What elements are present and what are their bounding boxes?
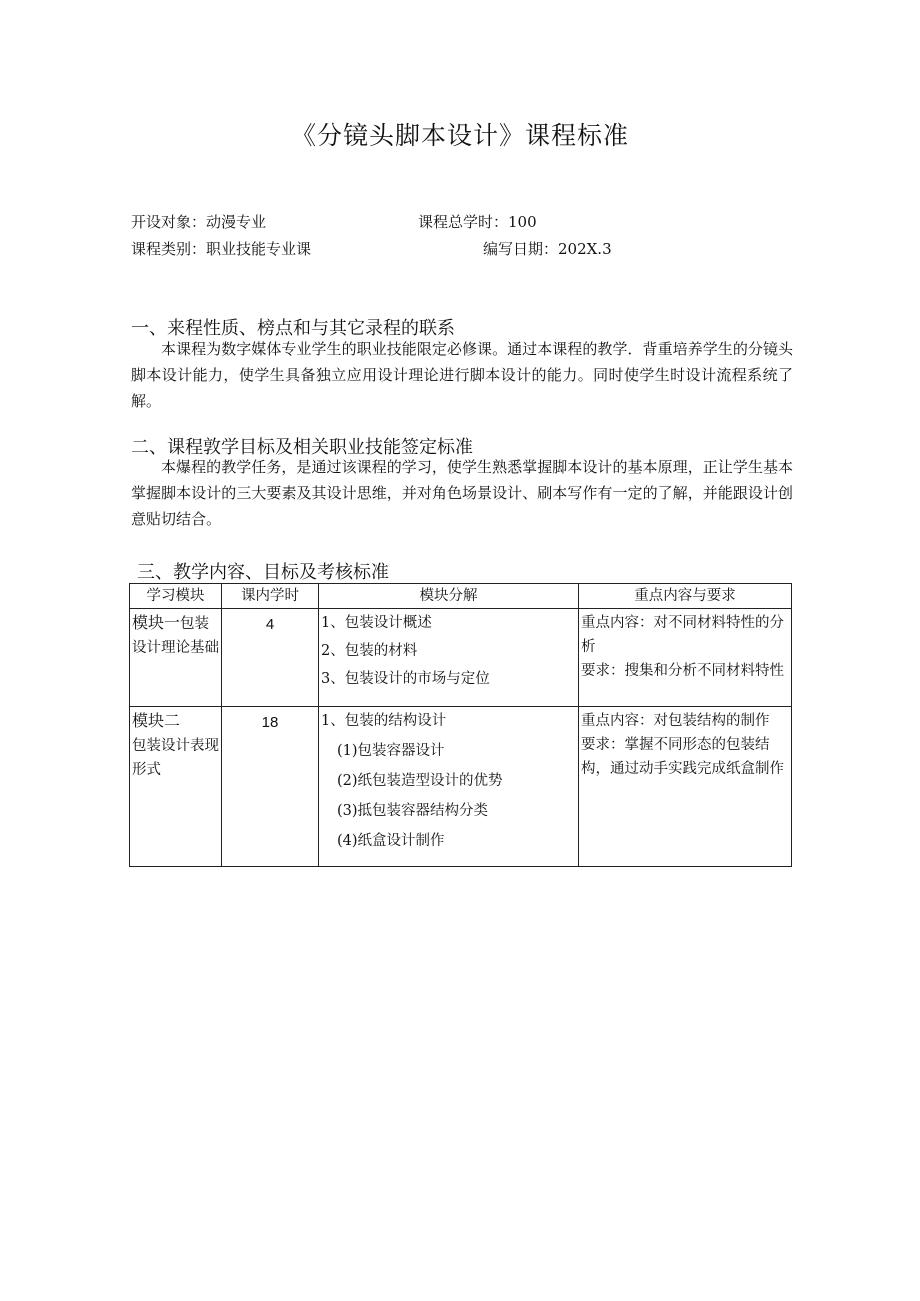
breakdown-subitem: (2)纸包装造型设计的优势 [337,773,503,789]
section-2-text: 本爆程的教学任务，是通过该课程的学习，使学生熟悉掌握脚本设计的基本原理，正让学生基本掌握脚本设计的三大要素及其设计思维，并对角色场景设计、刷本写作有一定的了解，并能跟设计创意贴切结合。 [131,458,793,528]
written-date: 编写日期：202X.3 [483,240,612,258]
total-hours: 课程总学时：100 [418,213,537,231]
table-header-row [130,584,792,609]
module-description: 包装设计理论基础 [132,616,219,656]
module-name: 模块二 [132,711,181,730]
key-content: 重点内容：对包装结构的制作 [581,713,770,729]
breakdown-item: 2、包装的材料 [321,643,418,659]
header-breakdown: 模块分解 [319,584,579,609]
teaching-content-table [129,583,791,849]
breakdown-subitem: (1)包装容器设计 [337,743,445,759]
section-1-heading: 一、来程性质、榜点和与其它录程的联系 [131,318,455,339]
section-1-paragraph [131,336,793,414]
header-key-points: 重点内容与要求 [579,584,792,609]
section-1-text: 本课程为数字媒体专业学生的职业技能限定必修课。通过本课程的教学．背重培养学生的分镜头脚本设计能力，使学生具备独立应用设计理论进行脚本设计的能力。同时使学生时设计流程系统了解。 [131,340,793,410]
module-cell [130,707,222,867]
breakdown-cell [319,609,579,707]
module-description: 包装设计表现形式 [132,738,219,778]
hours-cell: 4 [222,609,319,707]
breakdown-item: 3、包装设计的市场与定位 [321,671,490,687]
section-3-heading: 三、教学内容、目标及考核标准 [137,562,389,583]
section-2-paragraph [131,454,793,532]
section-2-heading: 二、课程敦学目标及相关职业技能签定标准 [131,437,473,458]
document-title: 《分镜头脚本设计》课程标准 [290,121,629,150]
requirement: 要求：搜集和分析不同材料特性 [581,663,784,679]
module-cell [130,609,222,707]
header-hours: 课内学时 [222,584,319,609]
breakdown-subitem: (4)纸盒设计制作 [337,833,445,849]
requirement: 要求：掌握不同形态的包装结构，通过动手实践完成纸盒制作 [581,737,784,777]
target-audience: 开设对象：动漫专业 [131,213,267,231]
breakdown-item: 1、包装的结构设计 [321,713,447,729]
key-content: 重点内容：对不同材料特性的分析 [581,615,784,655]
table-row [130,707,792,867]
module-name: 模块一 [132,613,181,632]
header-module: 学习模块 [130,584,222,609]
key-points-cell [579,707,792,867]
course-category: 课程类别：职业技能专业课 [131,240,312,258]
key-points-cell [579,609,792,707]
breakdown-subitem: (3)抵包装容器结构分类 [337,803,489,819]
hours-cell: 18 [222,707,319,867]
breakdown-item: 1、包装设计概述 [321,615,432,631]
breakdown-cell [319,707,579,867]
table-row [130,609,792,707]
